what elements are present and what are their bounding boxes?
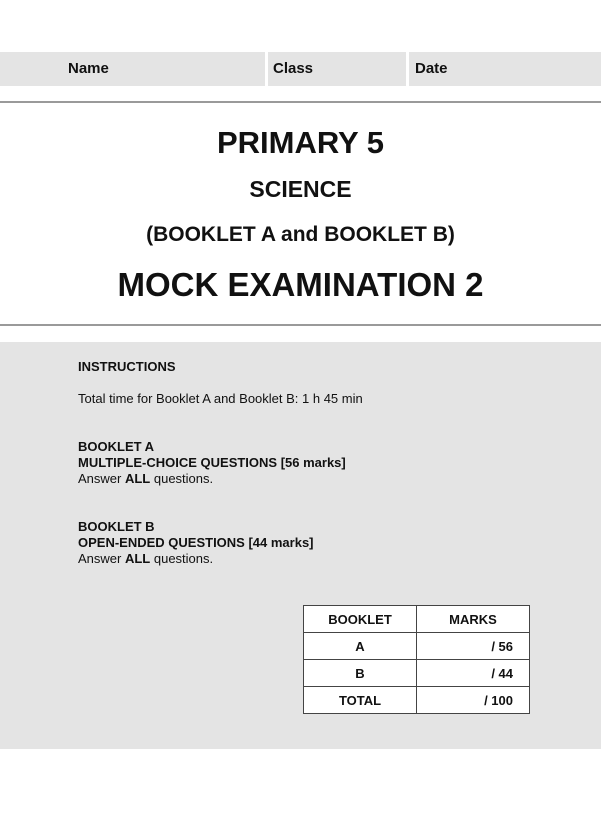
marks-cell[interactable]: / 44 xyxy=(417,660,530,687)
booklet-b-title: BOOKLET B xyxy=(78,519,155,534)
booklet-a-answer-note xyxy=(78,471,346,487)
total-marks-cell[interactable]: / 100 xyxy=(417,687,530,714)
name-label: Name xyxy=(68,60,109,77)
booklets-subtitle: (BOOKLET A and BOOKLET B) xyxy=(146,223,455,246)
date-label: Date xyxy=(415,60,448,77)
instructions-heading: INSTRUCTIONS xyxy=(78,359,176,374)
table-row xyxy=(304,660,530,687)
marks-table xyxy=(303,605,530,714)
name-field[interactable] xyxy=(0,52,265,86)
exam-title: MOCK EXAMINATION 2 xyxy=(117,266,484,303)
booklet-cell: B xyxy=(304,660,417,687)
class-label: Class xyxy=(273,60,314,77)
booklet-a-section xyxy=(78,439,346,487)
subject-title: SCIENCE xyxy=(249,176,352,202)
class-field[interactable] xyxy=(268,52,406,86)
booklet-cell: A xyxy=(304,633,417,660)
student-info-bar xyxy=(0,52,601,86)
booklet-b-subtitle: OPEN-ENDED QUESTIONS [44 marks] xyxy=(78,535,314,550)
answer-prefix: Answer xyxy=(78,551,125,566)
date-field[interactable] xyxy=(409,52,601,86)
booklet-a-title: BOOKLET A xyxy=(78,439,155,454)
booklet-column-header: BOOKLET xyxy=(304,606,417,633)
marks-table-header xyxy=(304,606,530,633)
answer-all: ALL xyxy=(124,551,151,566)
marks-cell[interactable]: / 56 xyxy=(417,633,530,660)
answer-suffix: questions. xyxy=(150,471,214,486)
booklet-a-subtitle: MULTIPLE-CHOICE QUESTIONS [56 marks] xyxy=(78,455,346,470)
top-divider xyxy=(0,101,601,103)
answer-prefix: Answer xyxy=(78,471,125,486)
table-row xyxy=(304,687,530,714)
instructions-panel xyxy=(0,342,601,749)
booklet-b-section xyxy=(78,519,314,567)
table-row xyxy=(304,633,530,660)
marks-column-header: MARKS xyxy=(417,606,530,633)
total-cell: TOTAL xyxy=(304,687,417,714)
grade-level-title: PRIMARY 5 xyxy=(216,125,385,160)
time-allowed-text: Total time for Booklet A and Booklet B: 1 h 45 min xyxy=(78,391,363,406)
bottom-divider xyxy=(0,324,601,326)
booklet-b-answer-note xyxy=(78,551,314,567)
answer-all: ALL xyxy=(124,471,151,486)
answer-suffix: questions. xyxy=(150,551,214,566)
